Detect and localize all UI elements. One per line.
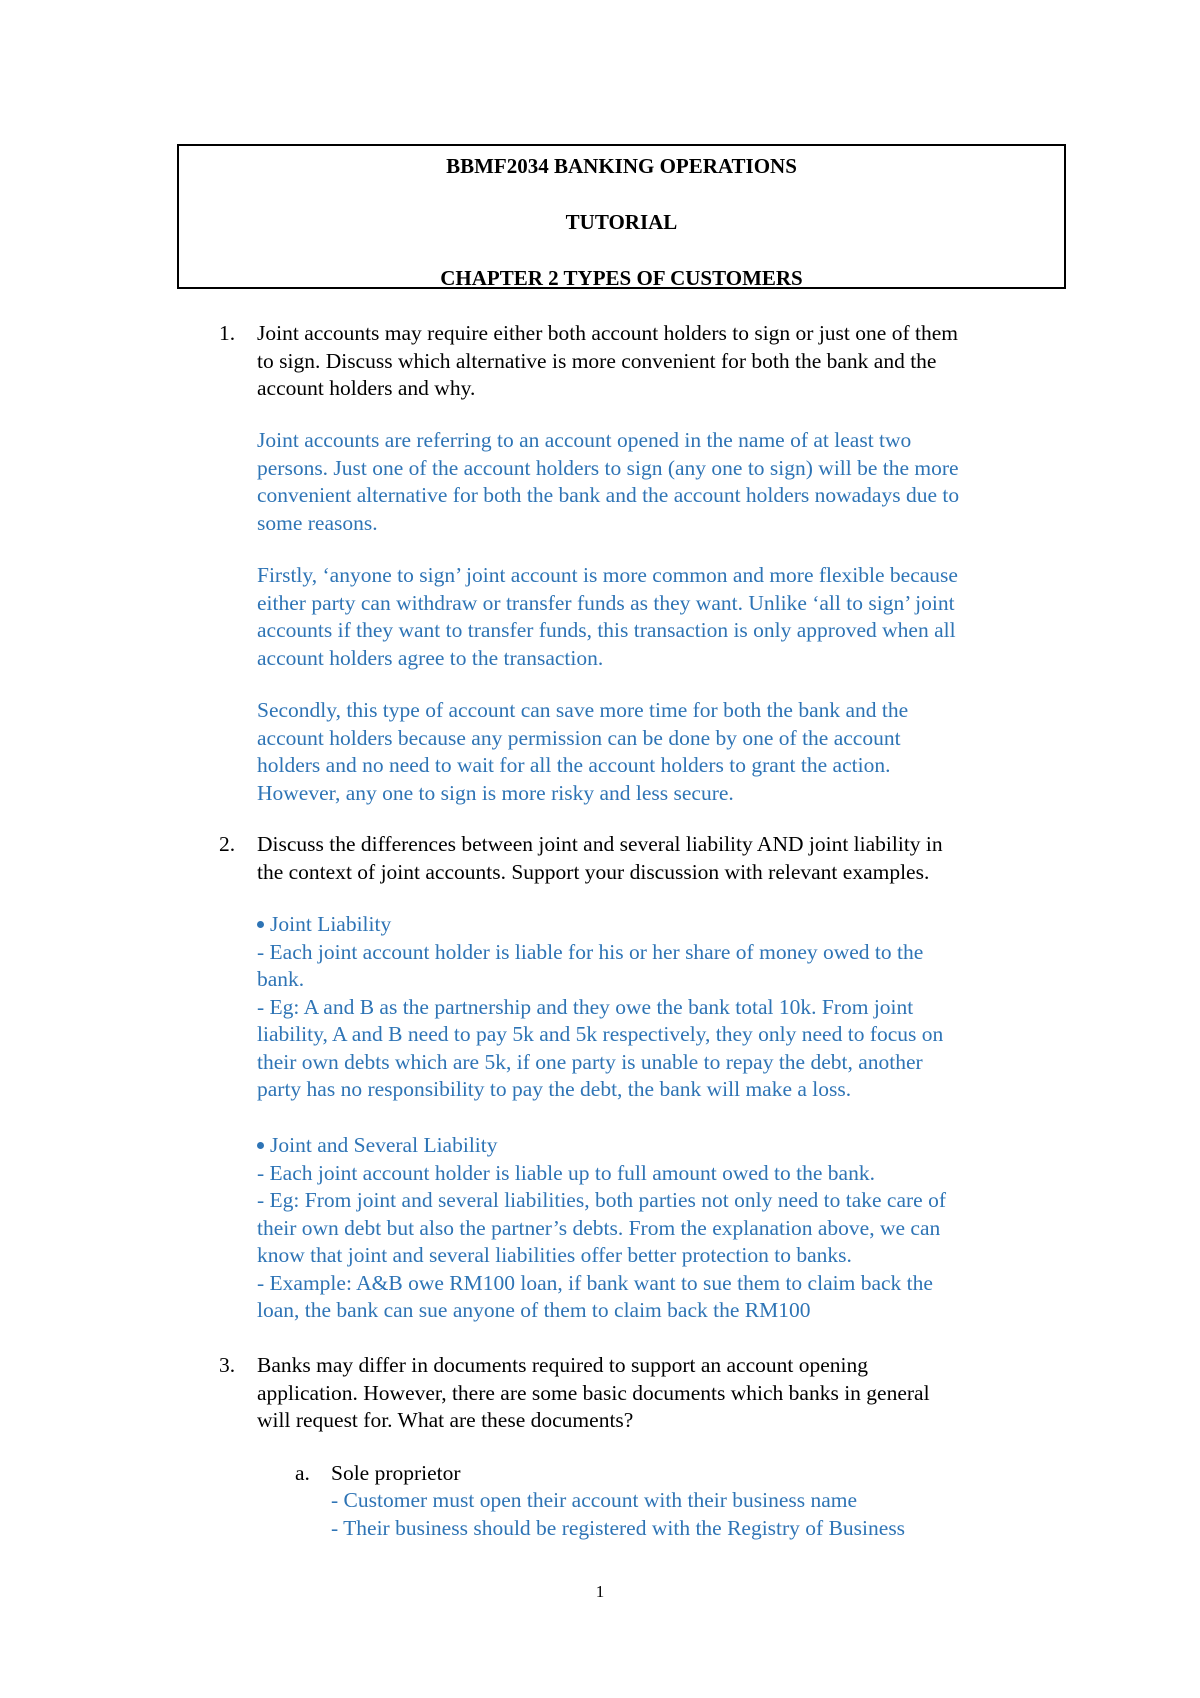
sub-question-letter: a. [295,1461,310,1485]
answer-line: - Eg: A and B as the partnership and they owe the bank total 10k. From joint [257,994,914,1019]
answer-line: bank. [257,967,305,991]
question-line: Discuss the differences between joint and several liability AND joint liability in [257,832,943,856]
answer-line: However, any one to sign is more risky and less secure. [257,780,734,805]
question-line: the context of joint accounts. Support your discussion with relevant examples. [257,859,930,884]
question-line: Joint accounts may require either both account holders to sign or just one of them [257,321,958,345]
answer-line: holders and no need to wait for all the account holders to grant the action. [257,753,891,777]
sub-question-label: Sole proprietor [331,1461,461,1485]
answer-line: accounts if they want to transfer funds, this transaction is only approved when all [257,618,956,642]
answer-line: Secondly, this type of account can save more time for both the bank and the [257,698,909,722]
bullet-heading-text: Joint Liability [270,912,392,936]
answer-line: persons. Just one of the account holders to sign (any one to sign) will be the more [257,455,959,480]
answer-line: convenient alternative for both the bank and the account holders nowadays due to [257,483,960,507]
bullet-icon [257,921,264,928]
answer-line: - Example: A&B owe RM100 loan, if bank want to sue them to claim back the [257,1270,933,1295]
answer-line: - Customer must open their account with their business name [331,1488,858,1512]
answer-line: account holders because any permission can be done by one of the account [257,725,901,750]
bullet-heading-text: Joint and Several Liability [270,1133,498,1157]
answer-line: party has no responsibility to pay the debt, the bank will make a loss. [257,1077,852,1101]
chapter-title: CHAPTER 2 TYPES OF CUSTOMERS [440,266,803,290]
answer-line: Joint accounts are referring to an account opened in the name of at least two [257,428,912,452]
answer-1-paragraph-1 [257,427,1067,537]
document-type: TUTORIAL [565,210,678,234]
answer-line: liability, A and B need to pay 5k and 5k respectively, they only need to focus on [257,1022,944,1046]
bullet-icon [257,1142,264,1149]
title-box [177,144,1066,289]
question-line: will request for. What are these documents? [257,1408,634,1432]
answer-line: account holders agree to the transaction. [257,645,604,670]
answer-line: either party can withdraw or transfer funds as they want. Unlike ‘all to sign’ joint [257,590,955,615]
question-line: Banks may differ in documents required to support an account opening [257,1353,869,1377]
answer-line: - Eg: From joint and several liabilities, both parties not only need to take care of [257,1188,947,1212]
page-number: 1 [595,1582,605,1601]
answer-line: their own debts which are 5k, if one party is unable to repay the debt, another [257,1049,923,1074]
answer-1-paragraph-3 [257,697,1067,807]
answer-line: their own debt but also the partner’s debts. From the explanation above, we can [257,1215,941,1240]
answer-line: loan, the bank can sue anyone of them to claim back the RM100 [257,1298,811,1322]
bullet-heading [257,1132,1067,1160]
question-2-text [257,831,1057,886]
question-number: 1. [219,321,236,345]
question-1-text [257,320,1057,403]
bullet-heading [257,911,1067,939]
answer-line: - Each joint account holder is liable up to full amount owed to the bank. [257,1160,875,1185]
answer-line: - Their business should be registered with the Registry of Business [331,1515,906,1540]
answer-line: - Each joint account holder is liable for his or her share of money owed to the [257,939,924,964]
question-number: 3. [219,1353,236,1377]
answer-line: Firstly, ‘anyone to sign’ joint account is more common and more flexible because [257,563,958,587]
answer-1-paragraph-2 [257,562,1067,672]
question-line: account holders and why. [257,376,476,400]
answer-2-joint-several-liability [257,1132,1067,1325]
answer-2-joint-liability [257,911,1067,1104]
answer-line: know that joint and several liabilities offer better protection to banks. [257,1243,852,1267]
sub-answer [331,1487,1051,1542]
course-title: BBMF2034 BANKING OPERATIONS [446,154,797,178]
answer-line: some reasons. [257,510,378,535]
question-line: to sign. Discuss which alternative is more convenient for both the bank and the [257,348,937,373]
question-number: 2. [219,832,236,856]
question-3-text [257,1352,1057,1435]
question-line: application. However, there are some basic documents which banks in general [257,1380,930,1405]
